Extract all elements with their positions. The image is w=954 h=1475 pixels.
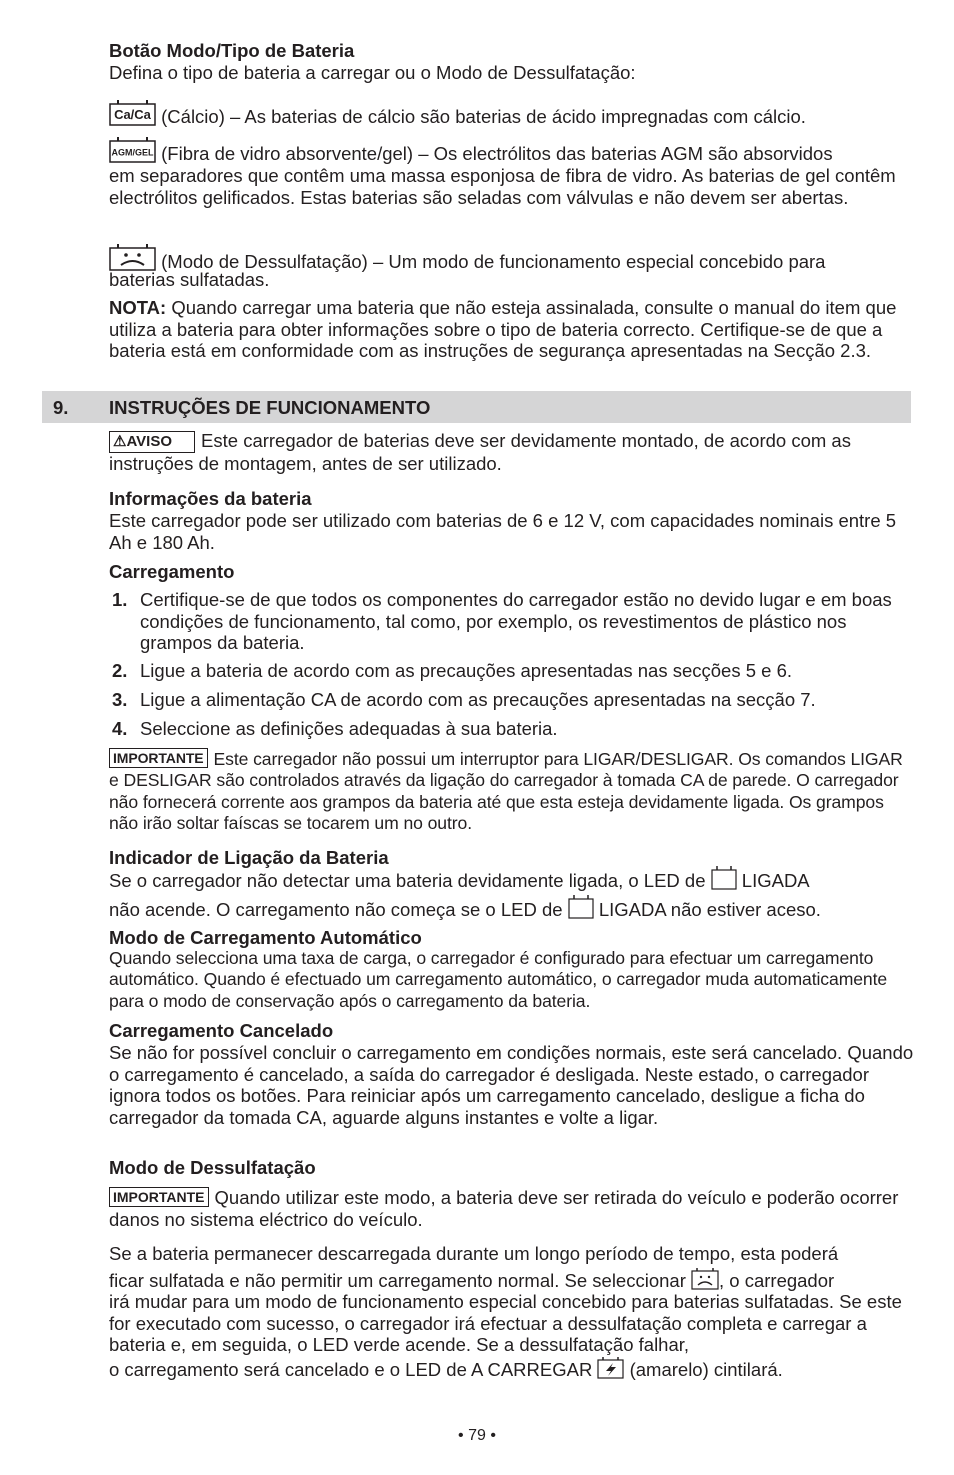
desulf-p2-b: , o carregador xyxy=(719,1270,835,1291)
warning-text: Este carregador de baterias deve ser devidamente montado, de acordo com as instruções de montagem, antes de ser utilizado. xyxy=(109,430,851,474)
battery-info-heading: Informações da bateria xyxy=(109,488,312,509)
cancelled-heading: Carregamento Cancelado xyxy=(109,1020,334,1041)
important-paragraph xyxy=(109,748,914,834)
note-label: NOTA: xyxy=(109,297,167,318)
desulf-text-line1: (Modo de Dessulfatação) – Um modo de funcionamento especial concebido para xyxy=(161,251,826,272)
agm-row xyxy=(109,137,914,168)
cancelled-text: Se não for possível concluir o carregamento em condições normais, este será cancelado. Quando o carregamento é cancelado, a saída do carregador é desligada. Neste estado, o carregador ignora todos os botões. Para reiniciar após um carregamento cancelado, desligue a ficha do carregador da tomada CA, aguarde alguns instantes e volte a ligar. xyxy=(109,1042,914,1128)
step-text: Seleccione as definições adequadas à sua bateria. xyxy=(140,718,558,739)
desulf-p3: irá mudar para um modo de funcionamento especial concebido para baterias sulfatadas. Se este for executado com sucesso, o carregador irá efectuar a dessulfatação completa e carregar a bateria e, em seguida, o LED verde acende. Se a dessulfatação falhar, xyxy=(109,1291,902,1355)
calcium-battery-icon xyxy=(109,100,156,131)
connection-text-b: LIGADA xyxy=(741,870,810,891)
note-text: Quando carregar uma bateria que não esteja assinalada, consulte o manual do item que utiliza a bateria para obter informações sobre o tipo de bateria correcto. Certifique-se de que a bateria está em conformidade com as instruções de segurança apresentadas na Secção 2.3. xyxy=(109,297,897,361)
step-text: Ligue a bateria de acordo com as precauções apresentadas nas secções 5 e 6. xyxy=(140,660,793,681)
connection-heading: Indicador de Ligação da Bateria xyxy=(109,847,389,868)
section-number: 9. xyxy=(53,397,69,418)
agm-gel-battery-icon xyxy=(109,137,156,168)
warning-triangle-icon: ⚠ xyxy=(113,433,127,450)
desulf-p2-a: ficar sulfatada e não permitir um carregamento normal. Se seleccionar xyxy=(109,1270,686,1291)
agm-text-rest: em separadores que contêm uma massa esponjosa de fibra de vidro. As baterias de gel contêm electrólitos gelificados. Estas baterias são seladas com válvulas e não devem ser abertas. xyxy=(109,165,896,208)
connection-text-d: LIGADA não estiver aceso. xyxy=(598,899,821,920)
auto-mode-text: Quando selecciona uma taxa de carga, o carregador é configurado para efectuar um carregamento automático. Quando é efectuado um carregamento automático, o carregador muda automaticamente para o modo de conservação após o carregamento da bateria. xyxy=(109,948,888,1011)
section-title: INSTRUÇÕES DE FUNCIONAMENTO xyxy=(109,397,431,418)
desulf-p4-b: (amarelo) cintilará. xyxy=(629,1359,783,1380)
mode-heading: Botão Modo/Tipo de Bateria xyxy=(109,40,355,61)
connection-line2 xyxy=(109,895,914,924)
desulf-p1: Se a bateria permanecer descarregada durante um longo período de tempo, esta poderá xyxy=(109,1243,839,1264)
warning-label-box xyxy=(109,431,195,453)
note-paragraph xyxy=(109,297,914,362)
step-number: 2. xyxy=(112,660,128,681)
agm-text-line1: (Fibra de vidro absorvente/gel) – Os electrólitos das baterias AGM são absorvidos xyxy=(161,143,833,164)
step-number: 3. xyxy=(112,689,128,710)
calcium-icon-label: Ca/Ca xyxy=(114,107,151,122)
charging-heading: Carregamento xyxy=(109,561,235,582)
step-number: 4. xyxy=(112,718,128,739)
important-label: IMPORTANTE xyxy=(109,748,208,768)
desulf-important-paragraph xyxy=(109,1187,914,1230)
desulf-p4 xyxy=(109,1357,914,1384)
battery-led-icon xyxy=(711,866,737,895)
calcium-text: (Cálcio) – As baterias de cálcio são baterias de ácido impregnadas com cálcio. xyxy=(161,106,806,127)
agm-icon-label: AGM/GEL xyxy=(111,147,154,158)
desulf-heading: Modo de Dessulfatação xyxy=(109,1157,316,1178)
mode-intro: Defina o tipo de bateria a carregar ou o Modo de Dessulfatação: xyxy=(109,62,636,83)
step-number: 1. xyxy=(112,589,128,610)
page-number: • 79 • xyxy=(458,1427,496,1444)
battery-led-icon xyxy=(568,895,594,924)
warning-paragraph xyxy=(109,430,914,475)
desulf-important-text: Quando utilizar este modo, a bateria deve ser retirada do veículo e poderão ocorrer danos no sistema eléctrico do veículo. xyxy=(109,1187,899,1230)
important-text: Este carregador não possui um interruptor para LIGAR/DESLIGAR. Os comandos LIGAR e DESLIGAR são controlados através da ligação do carregador à tomada CA de parede. O carregador não fornecerá corrente aos grampos da bateria até que esta esteja devidamente ligada. Os grampos não irão soltar faíscas se tocarem um no outro. xyxy=(109,749,903,833)
section-header xyxy=(42,391,911,423)
charging-battery-icon xyxy=(597,1357,624,1384)
step-text: Certifique-se de que todos os componentes do carregador estão no devido lugar e em boas condições de funcionamento, tal como, por exemplo, os revestimentos de plástico nos grampos da bateria. xyxy=(140,589,892,653)
calcium-row xyxy=(109,100,914,131)
warning-label: AVISO xyxy=(126,433,173,450)
connection-line1 xyxy=(109,866,914,895)
connection-text-c: não acende. O carregamento não começa se o LED de xyxy=(109,899,563,920)
battery-info-text: Este carregador pode ser utilizado com baterias de 6 e 12 V, com capacidades nominais entre 5 Ah e 180 Ah. xyxy=(109,510,897,553)
important-label: IMPORTANTE xyxy=(109,1187,209,1207)
desulf-p4-a: o carregamento será cancelado e o LED de A CARREGAR xyxy=(109,1359,593,1380)
connection-text-a: Se o carregador não detectar uma bateria devidamente ligada, o LED de xyxy=(109,870,706,891)
auto-mode-heading: Modo de Carregamento Automático xyxy=(109,927,422,948)
step-text: Ligue a alimentação CA de acordo com as precauções apresentadas na secção 7. xyxy=(140,689,816,710)
desulf-text-rest: baterias sulfatadas. xyxy=(109,269,270,290)
